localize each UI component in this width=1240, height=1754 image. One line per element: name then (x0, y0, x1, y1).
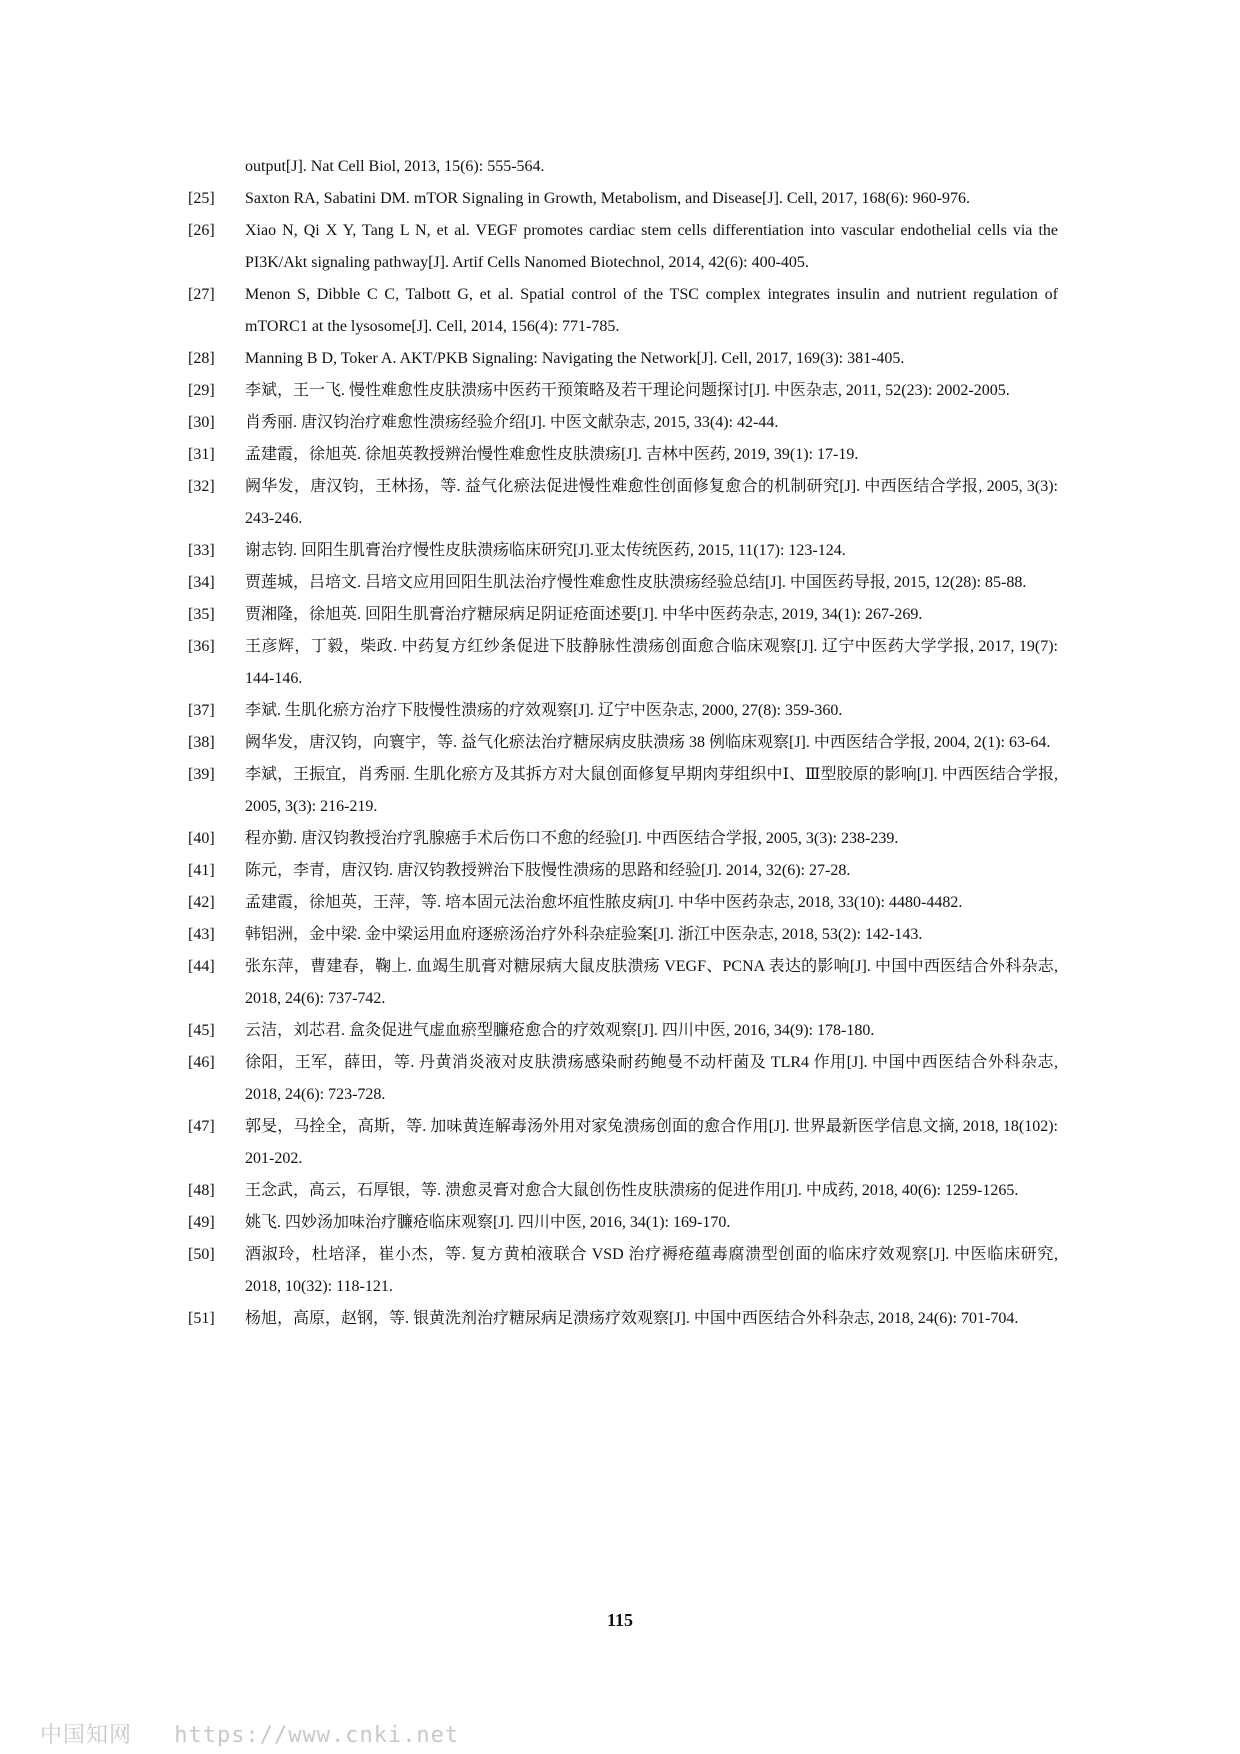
reference-item (188, 919, 1058, 951)
reference-item (188, 183, 1058, 215)
reference-item (188, 1015, 1058, 1047)
reference-text: 程亦勤. 唐汉钧教授治疗乳腺癌手术后伤口不愈的经验[J]. 中西医结合学报, 2005, 3(3): 238-239. (245, 830, 899, 847)
reference-number: [46] (188, 1054, 215, 1071)
reference-text: 李斌，王振宜，肖秀丽. 生肌化瘀方及其拆方对大鼠创面修复早期肉芽组织中Ⅰ、Ⅲ型胶原的影响[J]. 中西医结合学报, 2005, 3(3): 216-219. (245, 766, 1058, 815)
reference-item (188, 215, 1058, 279)
reference-number: [32] (188, 478, 215, 495)
reference-item (188, 887, 1058, 919)
reference-item (188, 151, 1058, 183)
reference-text: 贾莲城，吕培文. 吕培文应用回阳生肌法治疗慢性难愈性皮肤溃疡经验总结[J]. 中国医药导报, 2015, 12(28): 85-88. (245, 574, 1027, 591)
reference-item (188, 1207, 1058, 1239)
reference-text: 杨旭，高原，赵钢，等. 银黄洗剂治疗糖尿病足溃疡疗效观察[J]. 中国中西医结合外科杂志, 2018, 24(6): 701-704. (245, 1310, 1019, 1327)
reference-number: [34] (188, 574, 215, 591)
reference-number: [35] (188, 606, 215, 623)
reference-number: [38] (188, 734, 215, 751)
reference-text: 孟建霞，徐旭英. 徐旭英教授辨治慢性难愈性皮肤溃疡[J]. 吉林中医药, 2019, 39(1): 17-19. (245, 446, 859, 463)
reference-text: 阙华发，唐汉钧，王林扬，等. 益气化瘀法促进慢性难愈性创面修复愈合的机制研究[J]. 中西医结合学报, 2005, 3(3): 243-246. (245, 478, 1058, 527)
watermark-brand: 中国知网 (40, 1723, 133, 1748)
reference-text: 酒淑玲，杜培泽，崔小杰，等. 复方黄柏液联合 VSD 治疗褥疮蕴毒腐溃型创面的临床疗效观察[J]. 中医临床研究, 2018, 10(32): 118-121. (245, 1246, 1058, 1295)
reference-text: Saxton RA, Sabatini DM. mTOR Signaling in Growth, Metabolism, and Disease[J]. Cell, 2017, 168(6): 960-976. (245, 190, 970, 207)
reference-item (188, 1047, 1058, 1111)
reference-text: 徐阳，王军，薛田，等. 丹黄消炎液对皮肤溃疡感染耐药鲍曼不动杆菌及 TLR4 作用[J]. 中国中西医结合外科杂志, 2018, 24(6): 723-728. (245, 1054, 1058, 1103)
reference-item (188, 407, 1058, 439)
reference-text: 云洁，刘芯君. 盒灸促进气虚血瘀型臁疮愈合的疗效观察[J]. 四川中医, 2016, 34(9): 178-180. (245, 1022, 875, 1039)
watermark-url: https://www.cnki.net (174, 1723, 460, 1748)
reference-number: [47] (188, 1118, 215, 1135)
reference-item (188, 375, 1058, 407)
reference-item (188, 631, 1058, 695)
reference-text: output[J]. Nat Cell Biol, 2013, 15(6): 555-564. (245, 158, 545, 175)
reference-number: [40] (188, 830, 215, 847)
reference-number: [33] (188, 542, 215, 559)
reference-text: 陈元，李青，唐汉钧. 唐汉钧教授辨治下肢慢性溃疡的思路和经验[J]. 2014, 32(6): 27-28. (245, 862, 851, 879)
reference-item (188, 343, 1058, 375)
reference-number: [45] (188, 1022, 215, 1039)
reference-text: 韩铝洲，金中梁. 金中梁运用血府逐瘀汤治疗外科杂症验案[J]. 浙江中医杂志, 2018, 53(2): 142-143. (245, 926, 923, 943)
reference-number: [29] (188, 382, 215, 399)
reference-number: [39] (188, 766, 215, 783)
reference-item (188, 599, 1058, 631)
reference-number: [49] (188, 1214, 215, 1231)
reference-number: [41] (188, 862, 215, 879)
reference-item (188, 1175, 1058, 1207)
reference-text: 王念武，高云，石厚银，等. 溃愈灵膏对愈合大鼠创伤性皮肤溃疡的促进作用[J]. 中成药, 2018, 40(6): 1259-1265. (245, 1182, 1019, 1199)
reference-text: 肖秀丽. 唐汉钧治疗难愈性溃疡经验介绍[J]. 中医文献杂志, 2015, 33(4): 42-44. (245, 414, 779, 431)
reference-text: 孟建霞，徐旭英，王萍，等. 培本固元法治愈坏疽性脓皮病[J]. 中华中医药杂志, 2018, 33(10): 4480-4482. (245, 894, 963, 911)
reference-number: [42] (188, 894, 215, 911)
reference-number: [48] (188, 1182, 215, 1199)
reference-item (188, 695, 1058, 727)
reference-text: Manning B D, Toker A. AKT/PKB Signaling: Navigating the Network[J]. Cell, 2017, 169(3): 381-405. (245, 350, 905, 367)
reference-text: 阙华发，唐汉钧，向寰宇，等. 益气化瘀法治疗糖尿病皮肤溃疡 38 例临床观察[J]. 中西医结合学报, 2004, 2(1): 63-64. (245, 734, 1051, 751)
reference-text: 李斌. 生肌化瘀方治疗下肢慢性溃疡的疗效观察[J]. 辽宁中医杂志, 2000, 27(8): 359-360. (245, 702, 843, 719)
reference-text: 贾湘隆，徐旭英. 回阳生肌膏治疗糖尿病足阴证疮面述要[J]. 中华中医药杂志, 2019, 34(1): 267-269. (245, 606, 923, 623)
reference-number: [28] (188, 350, 215, 367)
reference-number: [50] (188, 1246, 215, 1263)
reference-number: [36] (188, 638, 215, 655)
reference-number: [31] (188, 446, 215, 463)
reference-item (188, 759, 1058, 823)
reference-text: 王彦辉，丁毅，柴政. 中药复方红纱条促进下肢静脉性溃疡创面愈合临床观察[J]. 辽宁中医药大学学报, 2017, 19(7): 144-146. (245, 638, 1058, 687)
reference-item (188, 471, 1058, 535)
reference-number: [44] (188, 958, 215, 975)
reference-number: [43] (188, 926, 215, 943)
cnki-watermark (40, 1718, 459, 1749)
reference-item (188, 567, 1058, 599)
reference-list (188, 151, 1058, 1335)
reference-text: 谢志钧. 回阳生肌膏治疗慢性皮肤溃疡临床研究[J].亚太传统医药, 2015, 11(17): 123-124. (245, 542, 846, 559)
reference-item (188, 535, 1058, 567)
reference-text: 姚飞. 四妙汤加味治疗臁疮临床观察[J]. 四川中医, 2016, 34(1): 169-170. (245, 1214, 731, 1231)
reference-text: 郭旻，马拴全，高斯，等. 加味黄连解毒汤外用对家兔溃疡创面的愈合作用[J]. 世界最新医学信息文摘, 2018, 18(102): 201-202. (245, 1118, 1058, 1167)
reference-item (188, 727, 1058, 759)
reference-item (188, 439, 1058, 471)
reference-item (188, 1303, 1058, 1335)
reference-number: [26] (188, 222, 215, 239)
reference-text: 张东萍，曹建春，鞠上. 血竭生肌膏对糖尿病大鼠皮肤溃疡 VEGF、PCNA 表达的影响[J]. 中国中西医结合外科杂志, 2018, 24(6): 737-742. (245, 958, 1058, 1007)
reference-item (188, 1239, 1058, 1303)
page-number: 115 (606, 1610, 633, 1630)
reference-item (188, 855, 1058, 887)
reference-text: 李斌，王一飞. 慢性难愈性皮肤溃疡中医药干预策略及若干理论问题探讨[J]. 中医杂志, 2011, 52(23): 2002-2005. (245, 382, 1010, 399)
reference-number: [51] (188, 1310, 215, 1327)
reference-text: Menon S, Dibble C C, Talbott G, et al. Spatial control of the TSC complex integrates insulin and nutrient regulation of mTORC1 at the lysosome[J]. Cell, 2014, 156(4): 771-785. (245, 286, 1058, 335)
reference-item (188, 823, 1058, 855)
reference-number: [30] (188, 414, 215, 431)
reference-item (188, 279, 1058, 343)
reference-item (188, 951, 1058, 1015)
reference-text: Xiao N, Qi X Y, Tang L N, et al. VEGF promotes cardiac stem cells differentiation into vascular endothelial cells via the PI3K/Akt signaling pathway[J]. Artif Cells Nanomed Biotechnol, 2014, 42(6): 400-405. (245, 222, 1058, 271)
reference-item (188, 1111, 1058, 1175)
reference-number: [37] (188, 702, 215, 719)
reference-number: [27] (188, 286, 215, 303)
reference-number: [25] (188, 190, 215, 207)
